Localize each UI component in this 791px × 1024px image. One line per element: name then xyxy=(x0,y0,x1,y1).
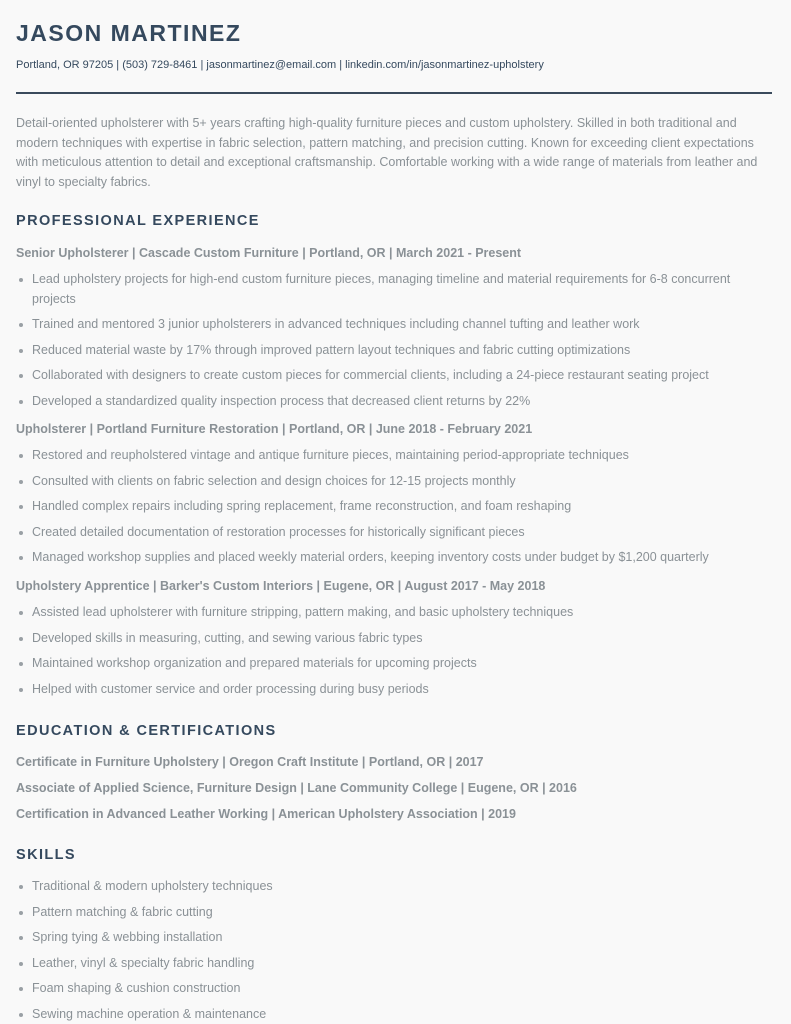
list-item: Developed skills in measuring, cutting, and sewing various fabric types xyxy=(16,629,774,649)
job-title-upholsterer: Upholsterer | Portland Furniture Restoration | Portland, OR | June 2018 - February 2021 xyxy=(16,422,533,436)
list-item: Created detailed documentation of restoration processes for historically significant pieces xyxy=(16,523,774,543)
contact-line: Portland, OR 97205 | (503) 729-8461 | jasonmartinez@email.com | linkedin.com/in/jasonmartinez-upholstery xyxy=(16,59,544,71)
skills-heading: SKILLS xyxy=(16,847,76,863)
list-item: Leather, vinyl & specialty fabric handling xyxy=(16,954,774,974)
list-item: Lead upholstery projects for high-end custom furniture pieces, managing timeline and material requirements for 6-8 concurrent projects xyxy=(16,270,774,309)
job-bullets-upholstery-apprentice xyxy=(16,603,774,699)
list-item: Traditional & modern upholstery techniques xyxy=(16,877,774,897)
list-item: Assisted lead upholsterer with furniture stripping, pattern making, and basic upholstery techniques xyxy=(16,603,774,623)
list-item: Reduced material waste by 17% through improved pattern layout techniques and fabric cutting optimizations xyxy=(16,341,774,361)
list-item: Restored and reupholstered vintage and antique furniture pieces, maintaining period-appropriate techniques xyxy=(16,446,774,466)
list-item: Managed workshop supplies and placed weekly material orders, keeping inventory costs under budget by $1,200 quarterly xyxy=(16,548,774,568)
list-item: Trained and mentored 3 junior upholsterers in advanced techniques including channel tufting and leather work xyxy=(16,315,774,335)
list-item: Helped with customer service and order processing during busy periods xyxy=(16,680,774,700)
education-item: Certification in Advanced Leather Working | American Upholstery Association | 2019 xyxy=(16,807,516,821)
job-bullets-senior-upholsterer xyxy=(16,270,774,411)
list-item: Collaborated with designers to create custom pieces for commercial clients, including a 24-piece restaurant seating project xyxy=(16,366,774,386)
job-title-senior-upholsterer: Senior Upholsterer | Cascade Custom Furniture | Portland, OR | March 2021 - Present xyxy=(16,246,522,260)
professional-summary: Detail-oriented upholsterer with 5+ years crafting high-quality furniture pieces and custom upholstery. Skilled in both traditional and modern techniques with expertise in fabric selection, pattern matching, and precision cutting. Known for exceeding client expectations with meticulous attention to detail and exceptional craftsmanship. Comfortable working with a wide range of materials from leather and vinyl to specialty fabrics. xyxy=(16,116,758,189)
job-bullets-upholsterer xyxy=(16,446,774,568)
list-item: Sewing machine operation & maintenance xyxy=(16,1005,774,1024)
education-heading: EDUCATION & CERTIFICATIONS xyxy=(16,723,277,739)
list-item: Maintained workshop organization and prepared materials for upcoming projects xyxy=(16,654,774,674)
list-item: Handled complex repairs including spring replacement, frame reconstruction, and foam reshaping xyxy=(16,497,774,517)
list-item: Consulted with clients on fabric selection and design choices for 12-15 projects monthly xyxy=(16,472,774,492)
experience-heading: PROFESSIONAL EXPERIENCE xyxy=(16,213,260,229)
education-item: Certificate in Furniture Upholstery | Oregon Craft Institute | Portland, OR | 2017 xyxy=(16,755,484,769)
skills-list xyxy=(16,877,774,1024)
job-title-upholstery-apprentice: Upholstery Apprentice | Barker's Custom Interiors | Eugene, OR | August 2017 - May 2018 xyxy=(16,579,546,593)
list-item: Foam shaping & cushion construction xyxy=(16,979,774,999)
list-item: Developed a standardized quality inspection process that decreased client returns by 22% xyxy=(16,392,774,412)
list-item: Spring tying & webbing installation xyxy=(16,928,774,948)
education-item: Associate of Applied Science, Furniture Design | Lane Community College | Eugene, OR | 2016 xyxy=(16,781,577,795)
candidate-name: JASON MARTINEZ xyxy=(16,20,242,46)
list-item: Pattern matching & fabric cutting xyxy=(16,903,774,923)
header-divider xyxy=(16,92,772,94)
